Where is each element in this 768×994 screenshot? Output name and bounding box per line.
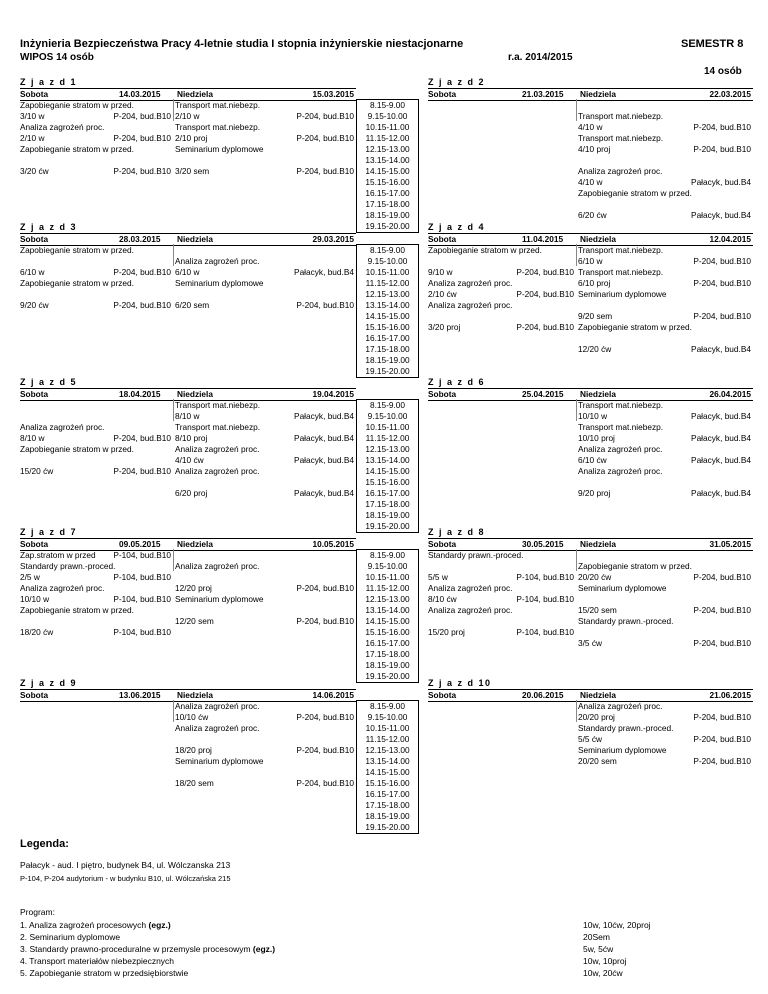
time-slot: 8.15-9.00 [369,245,406,255]
time-slot: 14.15-15.00 [365,466,410,476]
class-room: P-204, bud.B10 [693,638,751,648]
class-entry: 4/10 w [578,122,603,132]
time-slot: 15.15-16.00 [365,627,410,637]
day-separator [173,99,174,121]
class-entry: Zapobieganie stratom w przed. [578,188,692,198]
program-item-hours: 10w, 20ćw [583,968,623,978]
time-slot: 12.15-13.00 [365,444,410,454]
sat-label: Sobota [20,234,49,244]
time-slot: 16.15-17.00 [365,789,410,799]
class-entry: 5/5 w [428,572,448,582]
class-entry: Transport mat.niebezp. [578,422,664,432]
zjazd-title: Z j a z d 8 [428,527,486,537]
class-entry: Zapobieganie stratom w przed. [578,561,692,571]
class-entry: Zapobieganie stratom w przed. [20,444,134,454]
sun-date: 26.04.2015 [709,389,751,399]
class-entry: 8/10 w [175,411,200,421]
class-entry: 9/20 ćw [20,300,49,310]
class-entry: 2/10 ćw [428,289,457,299]
class-entry: 15/20 ćw [20,466,54,476]
sat-date: 13.06.2015 [119,690,161,700]
program-item-name: 3. Standardy prawno-proceduralne w przemysle procesowym [20,944,253,954]
class-entry: 6/10 ćw [578,455,607,465]
exam-marker: (egz.) [252,944,276,954]
time-slot: 14.15-15.00 [365,166,410,176]
time-slot: 8.15-9.00 [369,550,406,560]
sun-date: 10.05.2015 [312,539,354,549]
class-entry: 9/20 proj [578,488,611,498]
time-slot: 8.15-9.00 [369,400,406,410]
class-room: P-204, bud.B10 [296,778,354,788]
class-entry: Seminarium dyplomowe [578,583,667,593]
sun-label: Niedziela [580,234,616,244]
org-label: WIPOS 14 osób [20,52,94,63]
class-entry: Analiza zagrożeń proc. [428,278,513,288]
class-entry: Analiza zagrożeń proc. [428,300,513,310]
time-slot: 15.15-16.00 [365,322,410,332]
time-slot: 11.15-12.00 [365,734,410,744]
class-room: P-104, bud.B10 [516,627,574,637]
legend-title: Legenda: [20,838,69,850]
class-entry: Analiza zagrożeń proc. [20,583,105,593]
class-room: P-104, bud.B10 [113,572,171,582]
time-slot: 16.15-17.00 [365,638,410,648]
sat-date: 11.04.2015 [522,234,564,244]
class-room: Pałacyk, bud.B4 [691,210,751,220]
sat-date: 30.05.2015 [522,539,564,549]
sun-label: Niedziela [580,690,616,700]
class-room: P-204, bud.B10 [113,133,171,143]
time-slot: 13.15-14.00 [365,605,410,615]
zjazd-title: Z j a z d 9 [20,678,78,688]
class-room: P-204, bud.B10 [693,311,751,321]
class-room: P-204, bud.B10 [296,616,354,626]
time-slot: 18.15-19.00 [365,660,410,670]
class-entry: 15/20 proj [428,627,465,637]
class-entry: Standardy prawn.-proced. [578,723,674,733]
class-room: Pałacyk, bud.B4 [294,455,354,465]
class-entry: Analiza zagrożeń proc. [175,444,260,454]
time-column [356,99,419,233]
class-room: P-104, bud.B10 [516,572,574,582]
class-room: P-204, bud.B10 [113,111,171,121]
time-column [356,549,419,683]
sun-label: Niedziela [177,389,213,399]
zjazd-title: Z j a z d 4 [428,222,486,232]
time-slot: 18.15-19.00 [365,811,410,821]
program-item-hours: 10w, 10ćw, 20proj [583,920,651,930]
time-slot: 15.15-16.00 [365,778,410,788]
class-entry: 10/10 ćw [175,712,209,722]
class-entry: 3/20 proj [428,322,461,332]
class-room: P-204, bud.B10 [693,756,751,766]
class-entry: Zapobieganie stratom w przed. [20,278,134,288]
time-slot: 10.15-11.00 [365,122,410,132]
time-slot: 14.15-15.00 [365,311,410,321]
sun-date: 29.03.2015 [312,234,354,244]
zjazd-title: Z j a z d 6 [428,377,486,387]
time-slot: 17.15-18.00 [365,649,410,659]
class-entry: 9/10 w [428,267,453,277]
class-entry: Transport mat.niebezp. [578,400,664,410]
class-entry: 10/10 w [578,411,608,421]
class-entry: 9/20 sem [578,311,613,321]
class-entry: 6/20 proj [175,488,208,498]
class-room: Pałacyk, bud.B4 [691,433,751,443]
sat-date: 14.03.2015 [119,89,161,99]
class-entry: 10/10 proj [578,433,615,443]
class-entry: 6/10 w [20,267,45,277]
class-room: P-204, bud.B10 [113,300,171,310]
time-slot: 9.15-10.00 [367,411,408,421]
time-slot: 19.15-20.00 [365,366,410,376]
time-slot: 16.15-17.00 [365,188,410,198]
day-separator [576,549,577,571]
sun-label: Niedziela [177,690,213,700]
sun-date: 19.04.2015 [312,389,354,399]
program-item-name: 2. Seminarium dyplomowe [20,932,121,942]
class-entry: 12/20 proj [175,583,212,593]
time-slot: 12.15-13.00 [365,144,410,154]
class-entry: 3/10 w [20,111,45,121]
class-entry: Seminarium dyplomowe [175,594,264,604]
class-room: P-104, bud.B10 [113,550,171,560]
time-column [356,244,419,378]
class-entry: 6/20 sem [175,300,210,310]
class-entry: Analiza zagrożeń proc. [578,444,663,454]
class-entry: 8/10 w [20,433,45,443]
sat-label: Sobota [428,539,457,549]
program-item [20,920,171,930]
time-slot: 13.15-14.00 [365,155,410,165]
class-entry: Analiza zagrożeń proc. [175,466,260,476]
class-entry: 4/10 w [578,177,603,187]
time-slot: 11.15-12.00 [365,278,410,288]
class-room: Pałacyk, bud.B4 [691,344,751,354]
class-room: Pałacyk, bud.B4 [691,177,751,187]
class-entry: Transport mat.niebezp. [578,111,664,121]
class-entry: 18/20 proj [175,745,212,755]
sat-date: 18.04.2015 [119,389,161,399]
class-room: P-204, bud.B10 [113,466,171,476]
class-entry: Zapobieganie stratom w przed. [20,245,134,255]
time-slot: 13.15-14.00 [365,455,410,465]
class-entry: 18/20 sem [175,778,214,788]
class-entry: 6/10 proj [578,278,611,288]
class-entry: Zap.stratom w przed [20,550,96,560]
class-entry: 20/20 ćw [578,572,612,582]
time-slot: 16.15-17.00 [365,333,410,343]
class-room: Pałacyk, bud.B4 [294,488,354,498]
time-slot: 18.15-19.00 [365,210,410,220]
class-entry: Standardy prawn.-proced. [428,550,524,560]
class-entry: Analiza zagrożeń proc. [428,583,513,593]
sun-date: 15.03.2015 [312,89,354,99]
legend-line-2: P-104, P-204 audytorium - w budynku B10, ul. Wólczańska 215 [20,874,231,883]
class-entry: 4/10 ćw [175,455,204,465]
time-slot: 18.15-19.00 [365,355,410,365]
class-entry: 6/10 w [175,267,200,277]
time-slot: 17.15-18.00 [365,499,410,509]
class-entry: 3/20 sem [175,166,210,176]
sun-date: 22.03.2015 [709,89,751,99]
program-item [20,944,275,954]
program-item-name: 1. Analiza zagrożeń procesowych [20,920,149,930]
class-room: Pałacyk, bud.B4 [294,267,354,277]
day-separator [173,549,174,571]
sat-date: 25.04.2015 [522,389,564,399]
time-slot: 8.15-9.00 [369,701,406,711]
program-item-name: 4. Transport materiałów niebezpiecznych [20,956,175,966]
class-entry: Seminarium dyplomowe [578,745,667,755]
zjazd-title: Z j a z d 10 [428,678,492,688]
class-entry: Seminarium dyplomowe [175,756,264,766]
zjazd-title: Z j a z d 5 [20,377,78,387]
class-room: P-104, bud.B10 [113,627,171,637]
sat-date: 09.05.2015 [119,539,161,549]
day-separator [173,700,174,722]
sat-label: Sobota [428,89,457,99]
program-title: Program: [20,907,55,917]
class-entry: Analiza zagrożeń proc. [20,422,105,432]
class-room: P-204, bud.B10 [113,267,171,277]
time-slot: 10.15-11.00 [365,267,410,277]
time-slot: 9.15-10.00 [367,561,408,571]
class-entry: Analiza zagrożeń proc. [578,466,663,476]
sun-date: 21.06.2015 [709,690,751,700]
program-item [20,932,120,942]
time-slot: 17.15-18.00 [365,800,410,810]
time-slot: 13.15-14.00 [365,300,410,310]
class-room: P-204, bud.B10 [296,166,354,176]
sat-label: Sobota [20,89,49,99]
time-slot: 11.15-12.00 [365,133,410,143]
class-room: P-204, bud.B10 [296,133,354,143]
semester-label: SEMESTR 8 [681,38,744,50]
class-entry: Seminarium dyplomowe [175,278,264,288]
class-entry: Transport mat.niebezp. [578,133,664,143]
page-title: Inżynieria Bezpieczeństwa Pracy 4-letnie studia I stopnia inżynierskie niestacjonarne [20,38,464,50]
sat-label: Sobota [428,234,457,244]
sat-label: Sobota [428,690,457,700]
class-entry: Analiza zagrożeń proc. [175,723,260,733]
class-entry: Analiza zagrożeń proc. [578,701,663,711]
class-entry: Transport mat.niebezp. [578,267,664,277]
class-entry: 10/10 w [20,594,50,604]
day-separator [576,244,577,266]
class-entry: 6/10 w [578,256,603,266]
class-room: P-204, bud.B10 [296,745,354,755]
day-separator [173,244,174,266]
sun-date: 31.05.2015 [709,539,751,549]
time-slot: 13.15-14.00 [365,756,410,766]
zjazd-title: Z j a z d 1 [20,77,78,87]
class-entry: Standardy prawn.-proced. [20,561,116,571]
class-entry: 12/20 sem [175,616,214,626]
day-separator [173,399,174,421]
time-slot: 10.15-11.00 [365,572,410,582]
program-item-name: 5. Zapobieganie stratom w przedsiębiorstwie [20,968,189,978]
sun-date: 14.06.2015 [312,690,354,700]
class-entry: 2/5 w [20,572,40,582]
sat-date: 20.06.2015 [522,690,564,700]
time-slot: 11.15-12.00 [365,433,410,443]
time-slot: 8.15-9.00 [369,100,406,110]
class-entry: 12/20 ćw [578,344,612,354]
sun-label: Niedziela [580,389,616,399]
class-entry: Seminarium dyplomowe [578,289,667,299]
time-slot: 9.15-10.00 [367,256,408,266]
class-entry: 5/5 ćw [578,734,602,744]
class-entry: 2/10 proj [175,133,208,143]
class-entry: 4/10 proj [578,144,611,154]
class-room: P-204, bud.B10 [296,712,354,722]
class-entry: Zapobieganie stratom w przed. [428,245,542,255]
program-item-hours: 5w, 5ćw [583,944,614,954]
day-separator [576,99,577,121]
time-slot: 14.15-15.00 [365,767,410,777]
time-slot: 9.15-10.00 [367,111,408,121]
class-entry: Transport mat.niebezp. [175,400,261,410]
sat-label: Sobota [20,389,49,399]
time-slot: 17.15-18.00 [365,199,410,209]
class-room: P-204, bud.B10 [693,734,751,744]
day-header-bar [428,88,753,101]
class-entry: 8/10 proj [175,433,208,443]
zjazd-title: Z j a z d 2 [428,77,486,87]
zjazd-title: Z j a z d 7 [20,527,78,537]
academic-year: r.a. 2014/2015 [508,52,573,63]
class-room: P-204, bud.B10 [693,572,751,582]
class-room: P-204, bud.B10 [516,322,574,332]
class-entry: Zapobieganie stratom w przed. [20,605,134,615]
class-room: P-204, bud.B10 [516,289,574,299]
class-room: P-204, bud.B10 [693,256,751,266]
class-entry: 20/20 proj [578,712,615,722]
class-room: P-204, bud.B10 [296,111,354,121]
time-slot: 9.15-10.00 [367,712,408,722]
class-entry: 15/20 sem [578,605,617,615]
class-entry: 2/10 w [175,111,200,121]
class-entry: Zapobieganie stratom w przed. [20,100,134,110]
group-count: 14 osób [704,66,742,77]
class-room: P-204, bud.B10 [113,166,171,176]
class-entry: Analiza zagrożeń proc. [175,256,260,266]
program-item [20,956,174,966]
class-room: P-204, bud.B10 [516,267,574,277]
sat-date: 28.03.2015 [119,234,161,244]
sun-label: Niedziela [580,539,616,549]
time-slot: 16.15-17.00 [365,488,410,498]
sat-label: Sobota [20,690,49,700]
time-slot: 12.15-13.00 [365,745,410,755]
sat-date: 21.03.2015 [522,89,564,99]
class-room: P-204, bud.B10 [296,583,354,593]
class-entry: Seminarium dyplomowe [175,144,264,154]
legend-line-1: Pałacyk - aud. I piętro, budynek B4, ul. Wólczanska 213 [20,860,231,870]
class-room: Pałacyk, bud.B4 [691,488,751,498]
sun-label: Niedziela [177,539,213,549]
class-room: Pałacyk, bud.B4 [294,411,354,421]
time-slot: 18.15-19.00 [365,510,410,520]
day-separator [576,700,577,722]
class-room: P-204, bud.B10 [113,433,171,443]
class-room: P-204, bud.B10 [693,278,751,288]
sun-label: Niedziela [580,89,616,99]
time-slot: 15.15-16.00 [365,177,410,187]
program-item-hours: 20Sem [583,932,610,942]
exam-marker: (egz.) [148,920,171,930]
class-room: P-204, bud.B10 [296,300,354,310]
class-room: Pałacyk, bud.B4 [691,411,751,421]
time-slot: 15.15-16.00 [365,477,410,487]
time-slot: 17.15-18.00 [365,344,410,354]
time-slot: 10.15-11.00 [365,723,410,733]
class-entry: Analiza zagrożeń proc. [175,701,260,711]
class-entry: 3/20 ćw [20,166,49,176]
program-item-hours: 10w, 10proj [583,956,627,966]
class-entry: Zapobieganie stratom w przed. [20,144,134,154]
class-entry: Analiza zagrożeń proc. [20,122,105,132]
time-column [356,399,419,533]
program-item [20,968,188,978]
sun-label: Niedziela [177,234,213,244]
class-entry: Analiza zagrożeń proc. [578,166,663,176]
class-entry: Transport mat.niebezp. [175,122,261,132]
class-entry: Transport mat.niebezp. [175,100,261,110]
class-entry: 8/10 ćw [428,594,457,604]
class-entry: 20/20 sem [578,756,617,766]
class-room: P-204, bud.B10 [693,712,751,722]
day-separator [576,399,577,421]
class-entry: Analiza zagrożeń proc. [428,605,513,615]
time-slot: 12.15-13.00 [365,289,410,299]
class-room: P-104, bud.B10 [516,594,574,604]
time-slot: 12.15-13.00 [365,594,410,604]
class-room: P-204, bud.B10 [693,122,751,132]
time-slot: 19.15-20.00 [365,822,410,832]
time-column [356,700,419,834]
class-entry: 18/20 ćw [20,627,54,637]
class-entry: 2/10 w [20,133,45,143]
time-slot: 19.15-20.00 [365,221,410,231]
class-room: Pałacyk, bud.B4 [294,433,354,443]
time-slot: 10.15-11.00 [365,422,410,432]
class-entry: Transport mat.niebezp. [175,422,261,432]
sat-label: Sobota [20,539,49,549]
sat-label: Sobota [428,389,457,399]
class-room: Pałacyk, bud.B4 [691,455,751,465]
zjazd-title: Z j a z d 3 [20,222,78,232]
class-room: P-204, bud.B10 [693,144,751,154]
class-entry: Analiza zagrożeń proc. [175,561,260,571]
time-slot: 14.15-15.00 [365,616,410,626]
time-slot: 11.15-12.00 [365,583,410,593]
time-slot: 19.15-20.00 [365,521,410,531]
class-entry: 6/20 ćw [578,210,607,220]
class-room: P-204, bud.B10 [693,605,751,615]
class-room: P-104, bud.B10 [113,594,171,604]
sun-date: 12.04.2015 [709,234,751,244]
class-entry: Zapobieganie stratom w przed. [578,322,692,332]
sun-label: Niedziela [177,89,213,99]
class-entry: Standardy prawn.-proced. [578,616,674,626]
class-entry: Transport mat.niebezp. [578,245,664,255]
time-slot: 19.15-20.00 [365,671,410,681]
class-entry: 3/5 ćw [578,638,602,648]
